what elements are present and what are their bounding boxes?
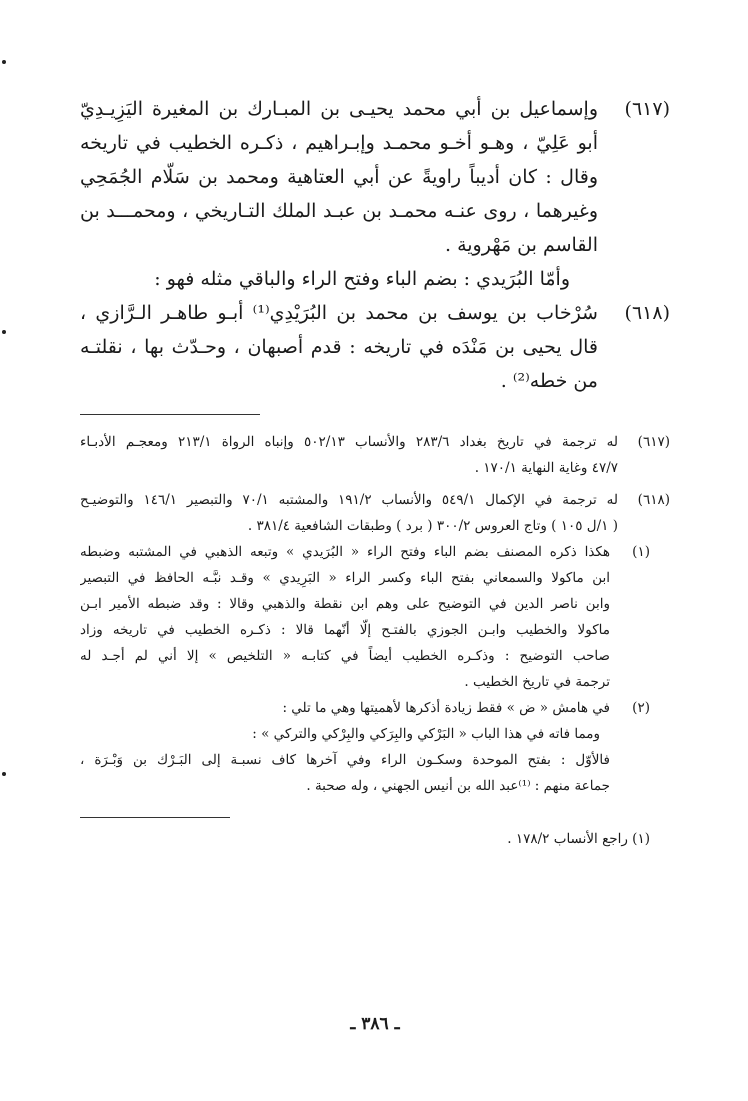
- footnote-line: [80, 429, 670, 455]
- text-line: [80, 296, 670, 330]
- footnote-text: ماكولا والخطيب وابـن الجوزي بالفتـح إلّا أنّهما قالا : ذكـره الخطيب في تاريخه وزاد: [80, 622, 610, 638]
- footnote-line: [80, 455, 670, 481]
- footnote-line: [80, 643, 670, 669]
- line-text: وإسماعيل بن أبي محمد يحيـى بن المبـارك بن المغيرة اليَزِيـدِيّ: [80, 98, 598, 120]
- footnote-divider: [80, 414, 260, 415]
- line-text: من خطه⁽²⁾ .: [500, 370, 598, 392]
- footnote-line: [80, 747, 670, 773]
- footnote-line: [80, 721, 670, 747]
- line-text: وقال : كان أديباً راويةً عن أبي العتاهية ومحمد بن سَلّام الجُمَحِي: [80, 166, 598, 188]
- text-line: [80, 262, 670, 296]
- footnote-text: له ترجمة في الإكمال ٥٤٩/١ والأنساب ١٩١/٢ والمشتبه ٧٠/١ والتبصير ١٤٦/١ والتوضيـح: [80, 492, 618, 508]
- footnote-text: ( ١/ل ١٠٥ ) وتاج العروس ٣٠٠/٢ ( برد ) وطبقات الشافعية ٣٨١/٤ .: [247, 518, 618, 534]
- footnote-line: [80, 695, 670, 721]
- footnotes: [80, 429, 670, 799]
- margin-mark-2: [2, 330, 6, 334]
- footnote-line: [80, 669, 670, 695]
- line-text: أبو عَلِيّ ، وهـو أخـو محمـد وإبـراهيم ، ذكـره الخطيب في تاريخه: [80, 132, 598, 154]
- footnote-text: جماعة منهم : ⁽¹⁾عبد الله بن أنيس الجهني ، وله صحبة .: [306, 778, 610, 794]
- secondary-footnote: [80, 826, 670, 852]
- line-text: سُرْخاب بن يوسف بن محمد بن البُرَيْدِي⁽¹⁾ أبـو طاهـر الـرَّازي ،: [80, 302, 598, 324]
- secondary-footnote-divider: [80, 817, 230, 818]
- footnote-text: ابن ماكولا والسمعاني بفتح الباء وكسر الراء « البَرِيدي » وقـد نبَّـه الحافظ في التبصير: [80, 570, 610, 586]
- margin-mark-1: [2, 60, 6, 64]
- line-text: قال يحيى بن مَنْدَه في تاريخه : قدم أصبهان ، وحـدّث بها ، نقلتـه: [80, 336, 598, 358]
- page: [80, 92, 670, 1082]
- footnote-line: [80, 539, 670, 565]
- footnote-text: له ترجمة في تاريخ بغداد ٢٨٣/٦ والأنساب ٥٠٢/١٣ وإنباه الرواة ٢١٣/١ ومعجـم الأدبـاء: [80, 434, 618, 450]
- footnote-line: [80, 591, 670, 617]
- page-number: ـ ٣٨٦ ـ: [350, 1014, 400, 1034]
- footnote-number: (١): [632, 544, 650, 560]
- margin-mark-3: [2, 772, 6, 776]
- footnote-line: [80, 773, 670, 799]
- text-line: [80, 92, 670, 126]
- text-line: [80, 194, 670, 228]
- footnote-text: في هامش « ض » فقط زيادة أذكرها لأهميتها وهي ما تلي :: [282, 700, 610, 716]
- footnote-number: (٦١٨): [637, 492, 670, 508]
- text-line: [80, 228, 670, 262]
- text-line: [80, 364, 670, 398]
- entry-number: (٦١٧): [624, 98, 670, 120]
- footnote-line: [80, 617, 670, 643]
- footnote-text: ومما فاته في هذا الباب « البَرْكي والبِرَكي والبِرْكي والتركي » :: [252, 726, 600, 742]
- footnote-text: هكذا ذكره المصنف بضم الباء وفتح الراء « البُرَيدي » وتبعه الذهبي في المشتبه وضبطه: [80, 544, 610, 560]
- text-line: [80, 126, 670, 160]
- footnote-number: (٦١٧): [637, 434, 670, 450]
- secondary-footnote-text: (١) راجع الأنساب ١٧٨/٢ .: [507, 831, 650, 847]
- footnote-line: [80, 565, 670, 591]
- footnote-line: [80, 513, 670, 539]
- footnote-text: صاحب التوضيح : وذكـره الخطيب أيضاً في كتابـه « التلخيص » إلا أني لم أجـد له: [80, 648, 610, 664]
- line-text: القاسم بن مَهْروية .: [444, 234, 598, 256]
- footnote-text: ٤٧/٧ وغاية النهاية ١٧٠/١ .: [474, 460, 618, 476]
- line-text: وغيرهما ، روى عنـه محمـد بن عبـد الملك التـاريخي ، ومحمـــد بن: [80, 200, 598, 222]
- footnote-text: ترجمة في تاريخ الخطيب .: [464, 674, 610, 690]
- footnote-text: وابن ناصر الدين في التوضيح على وهم ابن نقطة والذهبي وقالا : وقد ضبطه الأمير ابـن: [80, 596, 610, 612]
- footnote-number: (٢): [632, 700, 650, 716]
- line-text: وأمّا البُرَيدي : بضم الباء وفتح الراء والباقي مثله فهو :: [154, 268, 570, 290]
- text-line: [80, 160, 670, 194]
- entry-number: (٦١٨): [624, 302, 670, 324]
- footnote-line: [80, 487, 670, 513]
- main-text: [80, 92, 670, 398]
- text-line: [80, 330, 670, 364]
- footnote-text: فالأوّل : بفتح الموحدة وسكـون الراء وفي آخرها كاف نسبـة إلى البَـرْك بن وَبْـرَة ،: [80, 752, 610, 768]
